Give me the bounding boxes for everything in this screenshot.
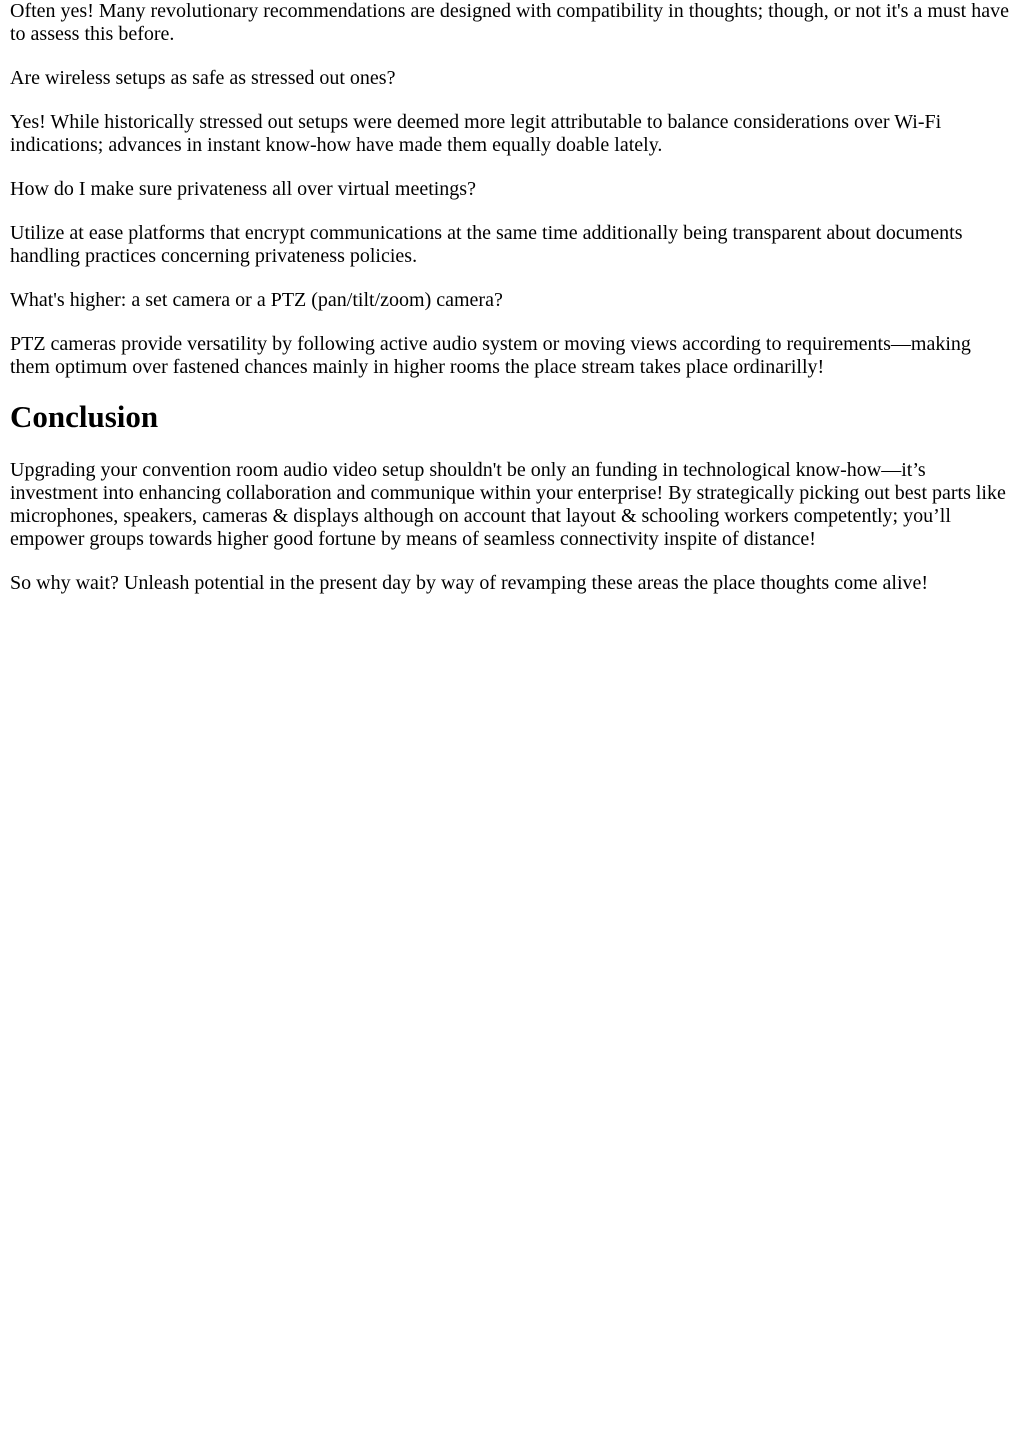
faq-answer-camera: PTZ cameras provide versatility by following active audio system or moving views according to requirements—making them optimum over fastened chances mainly in higher rooms the place stream takes place ordinarilly!	[10, 333, 971, 378]
faq-question-privacy: How do I make sure privateness all over virtual meetings?	[10, 178, 476, 200]
conclusion-heading: Conclusion	[10, 399, 159, 434]
conclusion-paragraph: Upgrading your convention room audio video setup shouldn't be only an funding in technological know-how—it’s investment into enhancing collaboration and communique within your enterprise! By strategically picking out best parts like microphones, speakers, cameras & displays although on account that layout & schooling workers competently; you’ll empower groups towards higher good fortune by means of seamless connectivity inspite of distance!	[10, 459, 1006, 550]
faq-answer-privacy: Utilize at ease platforms that encrypt communications at the same time additionally being transparent about documents handling practices concerning privateness policies.	[10, 222, 963, 267]
faq-question-camera: What's higher: a set camera or a PTZ (pan/tilt/zoom) camera?	[10, 289, 503, 311]
faq-answer-wireless: Yes! While historically stressed out setups were deemed more legit attributable to balance considerations over Wi-Fi indications; advances in instant know-how have made them equally doable lately.	[10, 111, 942, 156]
faq-question-wireless: Are wireless setups as safe as stressed out ones?	[10, 67, 396, 89]
conclusion-closing-paragraph: So why wait? Unleash potential in the present day by way of revamping these areas the place thoughts come alive!	[10, 572, 929, 594]
faq-answer-compatibility: Often yes! Many revolutionary recommendations are designed with compatibility in thoughts; though, or not it's a must have to assess this before.	[10, 0, 1009, 45]
